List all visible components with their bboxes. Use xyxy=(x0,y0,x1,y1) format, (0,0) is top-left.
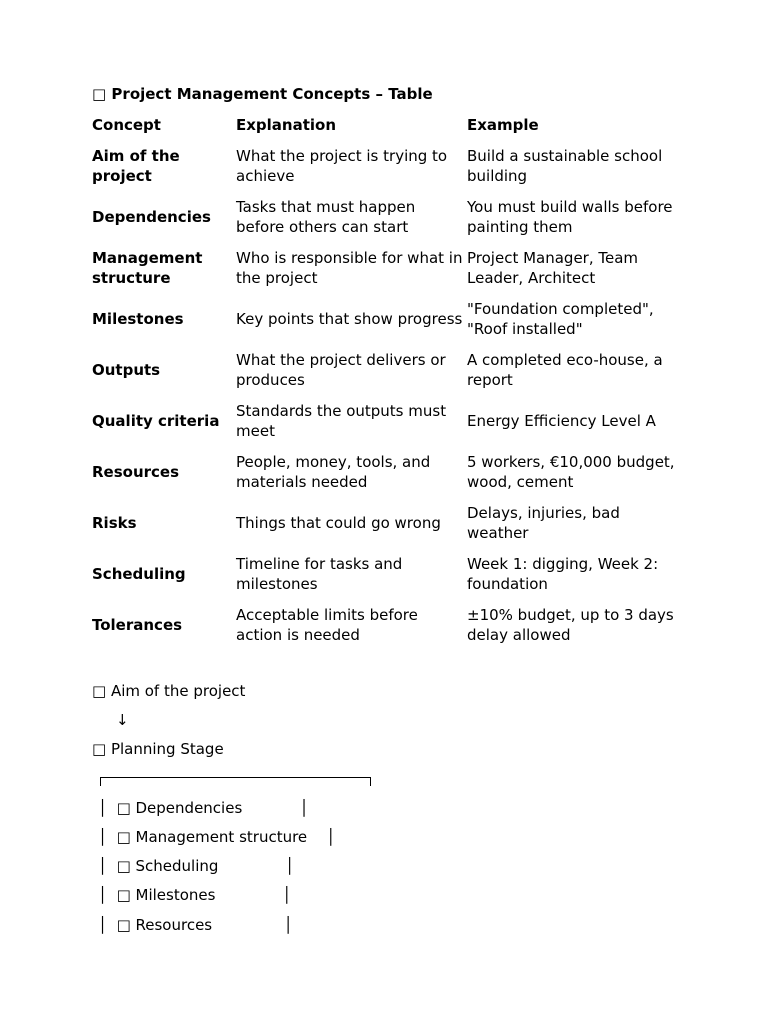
explanation-cell: Things that could go wrong xyxy=(236,513,441,532)
planning-item-milestones: │ □ Milestones │ xyxy=(98,886,292,904)
planning-item-resources: │ □ Resources │ xyxy=(98,916,293,934)
concept-cell: Resources xyxy=(92,462,180,481)
table-row xyxy=(92,553,682,604)
example-cell: "Foundation completed", "Roof installed" xyxy=(467,299,654,338)
concept-cell: Risks xyxy=(92,513,137,532)
flow-aim-line: □ Aim of the project xyxy=(92,682,246,700)
example-cell: Week 1: digging, Week 2: foundation xyxy=(467,554,659,593)
example-cell: 5 workers, €10,000 budget, wood, cement xyxy=(467,452,675,491)
planning-item-management-structure: │ □ Management structure │ xyxy=(98,828,336,846)
example-cell: ±10% budget, up to 3 days delay allowed xyxy=(467,605,674,644)
explanation-cell: People, money, tools, and materials needed xyxy=(236,452,431,491)
table-row xyxy=(92,451,682,502)
concepts-table xyxy=(92,114,682,655)
example-cell: You must build walls before painting them xyxy=(467,197,673,236)
table-row xyxy=(92,247,682,298)
explanation-cell: Standards the outputs must meet xyxy=(236,401,447,440)
example-cell: Delays, injuries, bad weather xyxy=(467,503,620,542)
down-arrow-icon: ↓ xyxy=(116,711,129,729)
concept-cell: Quality criteria xyxy=(92,411,220,430)
example-cell: Build a sustainable school building xyxy=(467,146,663,185)
document-title-text: Project Management Concepts – Table xyxy=(111,85,433,103)
table-row xyxy=(92,298,682,349)
concept-cell: Outputs xyxy=(92,360,161,379)
explanation-cell: Who is responsible for what in the project xyxy=(236,248,463,287)
document-title xyxy=(92,84,433,104)
example-cell: Energy Efficiency Level A xyxy=(467,411,656,430)
column-header-example: Example xyxy=(467,115,539,134)
concept-cell: Milestones xyxy=(92,309,184,328)
column-header-concept: Concept xyxy=(92,115,161,134)
explanation-cell: Timeline for tasks and milestones xyxy=(236,554,403,593)
example-cell: A completed eco-house, a report xyxy=(467,350,663,389)
table-row xyxy=(92,349,682,400)
table-row xyxy=(92,502,682,553)
table-row xyxy=(92,196,682,247)
missing-glyph-icon: □ xyxy=(92,85,107,103)
example-cell: Project Manager, Team Leader, Architect xyxy=(467,248,639,287)
concept-cell: Management structure xyxy=(92,248,203,287)
concept-cell: Scheduling xyxy=(92,564,186,583)
flow-planning-line: □ Planning Stage xyxy=(92,740,224,758)
explanation-cell: Acceptable limits before action is needed xyxy=(236,605,418,644)
column-header-explanation: Explanation xyxy=(236,115,337,134)
table-row xyxy=(92,604,682,655)
table-header-row xyxy=(92,114,682,145)
explanation-cell: Tasks that must happen before others can start xyxy=(236,197,416,236)
table-row xyxy=(92,400,682,451)
concept-cell: Dependencies xyxy=(92,207,211,226)
table-row xyxy=(92,145,682,196)
concept-cell: Aim of the project xyxy=(92,146,180,185)
explanation-cell: What the project is trying to achieve xyxy=(236,146,448,185)
planning-item-scheduling: │ □ Scheduling │ xyxy=(98,857,295,875)
planning-box-top-border xyxy=(100,777,371,786)
explanation-cell: Key points that show progress xyxy=(236,309,463,328)
planning-item-dependencies: │ □ Dependencies │ xyxy=(98,799,309,817)
concept-cell: Tolerances xyxy=(92,615,183,634)
explanation-cell: What the project delivers or produces xyxy=(236,350,446,389)
